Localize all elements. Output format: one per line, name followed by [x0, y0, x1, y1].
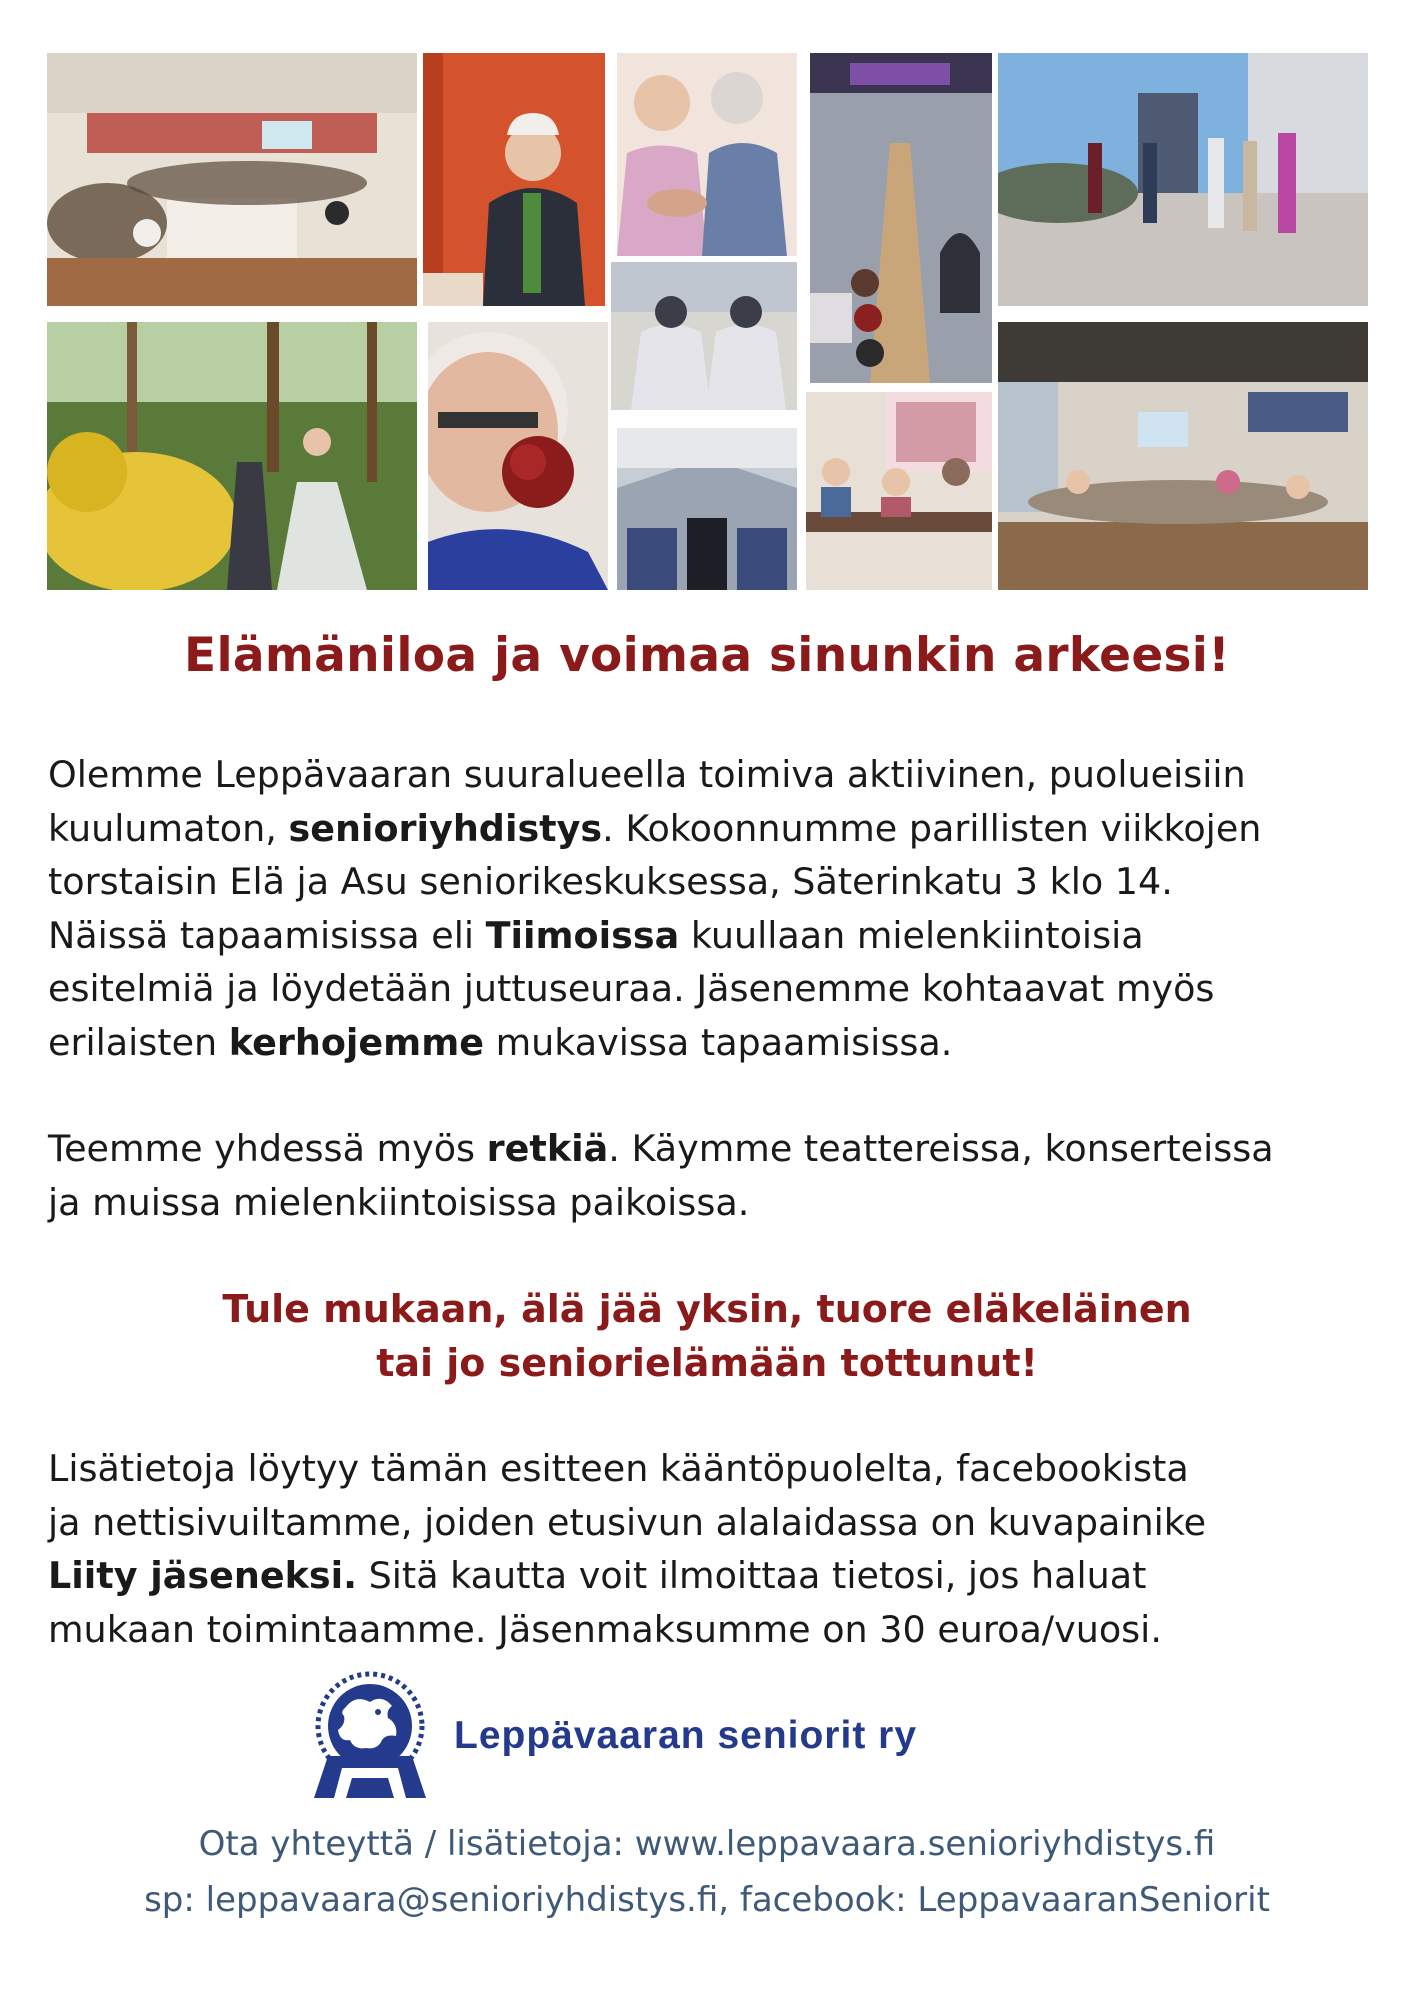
keyword-liity-jaseneksi: Liity jäseneksi.	[48, 1554, 357, 1597]
association-name: Leppävaaran seniorit ry	[454, 1714, 918, 1757]
contact-email-facebook-line[interactable]: sp: leppavaara@senioriyhdistys.fi, facebook: LeppavaaranSeniorit	[144, 1880, 1270, 1920]
invitation-callout: Tule mukaan, älä jää yksin, tuore eläkeläinen tai jo seniorielämään tottunut!	[222, 1287, 1192, 1385]
photo-cafe-table	[806, 392, 992, 590]
trips-paragraph: Teemme yhdessä myös retkiä. Käymme teattereissa, konserteissa ja muissa mielenkiintoisissa paikoissa.	[48, 1127, 1274, 1224]
photo-forest-hike	[47, 322, 417, 590]
keyword-senioriyhdistys: senioriyhdistys	[288, 806, 603, 850]
photo-rose	[428, 322, 608, 590]
photo-bus-trip	[617, 428, 797, 590]
photo-lecture-room	[998, 322, 1368, 590]
lion-crest-icon	[300, 1668, 440, 1804]
keyword-retkia: retkiä	[486, 1127, 609, 1170]
photo-walking-group	[998, 53, 1368, 306]
photo-volunteers	[611, 262, 797, 410]
photo-collage	[0, 0, 1414, 600]
contact-website-line[interactable]: Ota yhteyttä / lisätietoja: www.leppavaara.senioriyhdistys.fi	[198, 1824, 1216, 1864]
intro-paragraph: Olemme Leppävaaran suuralueella toimiva aktiivinen, puolueisiin kuulumaton, senioriyhdistys. Kokoonnumme parillisten viikkojen torstaisin Elä ja Asu seniorikeskuksessa, Säterinkatu 3 klo 14. Näissä tapaamisissa eli Tiimoissa kuullaan mielenkiintoisia esitelmiä ja löydetään juttuseuraa. Jäsenemme kohtaavat myös erilaisten kerhojemme mukavissa tapaamisissa.	[48, 753, 1262, 1064]
keyword-tiimoissa: Tiimoissa	[485, 913, 680, 957]
more-info-paragraph: Lisätietoja löytyy tämän esitteen kääntöpuolelta, facebookista ja nettisivuiltamme, joiden etusivun alalaidassa on kuvapainike Liity jäseneksi. Sitä kautta voit ilmoittaa tietosi, jos haluat mukaan toimintaamme. Jäsenmaksumme on 30 euroa/vuosi.	[48, 1447, 1207, 1651]
photo-meeting-hall	[47, 53, 417, 306]
photo-bowling	[810, 53, 992, 383]
photo-speaker	[423, 53, 605, 306]
headline: Elämäniloa ja voimaa sinunkin arkeesi!	[184, 628, 1230, 683]
photo-knitting	[617, 53, 797, 256]
association-logo	[300, 1668, 1000, 1808]
keyword-kerhojemme: kerhojemme	[228, 1020, 484, 1064]
